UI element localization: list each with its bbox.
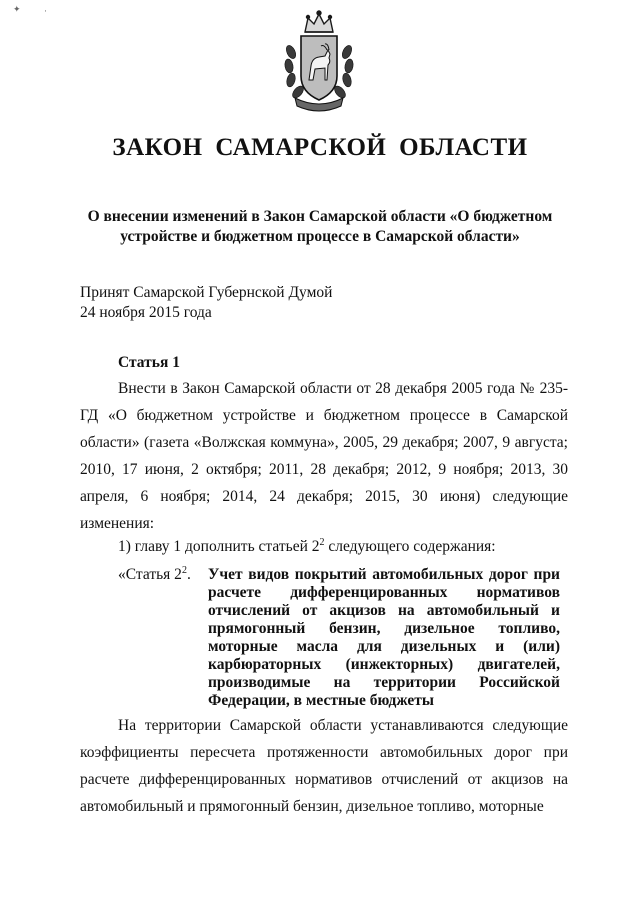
new-article-label-period: . bbox=[186, 566, 191, 583]
law-subject: О внесении изменений в Закон Самарской области «О бюджетном устройстве и бюджетном процессе в Самарской области» bbox=[87, 208, 553, 245]
scan-speck: ✦ bbox=[13, 4, 21, 14]
article-body-paragraph: На территории Самарской области устанавливаются следующие коэффициенты пересчета протяженности автомобильных дорог при расчете дифференцированных нормативов отчислений от акцизов на автомобильный и прямогонный бензин, дизельное топливо, моторные bbox=[80, 717, 568, 815]
adoption-block bbox=[80, 283, 332, 323]
amendment-text-end: следующего содержания: bbox=[324, 538, 496, 555]
samara-coat-of-arms-icon bbox=[281, 10, 357, 116]
new-article-superscript: 2 bbox=[181, 565, 187, 576]
new-article-title: Учет видов покрытий автомобильных дорог при расчете дифференцированных нормативов отчислений от акцизов на автомобильный и прямогонный бензин, дизельное топливо, моторные масла для дизельных и (или) карбюраторных (инжекторных) двигателей, производимые на территории Российской Федерации, в местные бюджеты bbox=[208, 566, 560, 709]
new-article-label-text: «Статья 2 bbox=[118, 566, 182, 583]
law-title: ЗАКОН САМАРСКОЙ ОБЛАСТИ bbox=[112, 134, 528, 161]
adoption-authority: Принят Самарской Губернской Думой bbox=[80, 284, 333, 301]
amendment-superscript: 2 bbox=[319, 537, 325, 548]
amendment-item bbox=[118, 538, 496, 556]
amendment-text: 1) главу 1 дополнить статьей 2 bbox=[118, 538, 320, 555]
new-article-label bbox=[118, 566, 191, 584]
scan-speck: · bbox=[44, 6, 47, 16]
article-intro-paragraph: Внести в Закон Самарской области от 28 декабря 2005 года № 235-ГД «О бюджетном устройстве и бюджетном процессе в Самарской области» (газета «Волжская коммуна», 2005, 29 декабря; 2007, 9 августа; 2010, 17 июня, 2 октября; 2011, 28 декабря; 2012, 9 ноября; 2013, 30 апреля, 6 ноября; 2014, 24 декабря; 2015, 30 июня) следующие изменения: bbox=[80, 380, 568, 532]
adoption-date: 24 ноября 2015 года bbox=[80, 304, 212, 321]
article-heading: Статья 1 bbox=[118, 354, 180, 371]
